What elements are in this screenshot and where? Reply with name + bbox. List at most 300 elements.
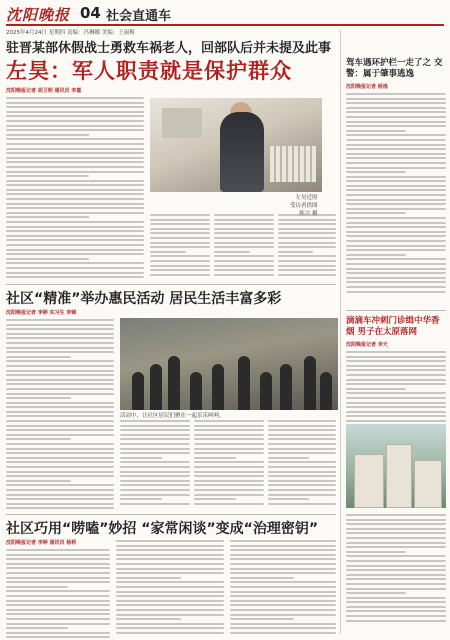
right-story2-photo-building (346, 424, 446, 508)
body-text-line (346, 574, 446, 576)
body-text-line (6, 125, 144, 127)
body-text-line (346, 514, 446, 516)
body-text-line (346, 134, 446, 136)
body-text-line (230, 540, 336, 542)
body-text-line (214, 260, 274, 262)
body-text-line (6, 549, 110, 551)
body-text-line (268, 484, 336, 486)
body-text-line (278, 265, 336, 267)
body-text-line (346, 588, 446, 590)
body-text-line (230, 572, 336, 574)
body-text-line (230, 623, 336, 625)
body-text-line (6, 356, 71, 358)
body-text-line (150, 214, 210, 216)
body-text-line (150, 269, 210, 271)
body-text-line (346, 374, 446, 376)
body-text-line (150, 251, 186, 253)
body-text-line (346, 171, 406, 173)
body-text-line (6, 328, 114, 330)
photo-person (260, 372, 272, 410)
body-text-line (346, 365, 446, 367)
body-text-line (6, 157, 144, 159)
body-text-line (230, 586, 336, 588)
body-text-line (6, 503, 114, 505)
photo-person (190, 372, 202, 410)
body-text-line (230, 604, 336, 606)
body-text-line (214, 237, 274, 239)
body-text-line (214, 255, 274, 257)
body-text-line (278, 237, 336, 239)
body-text-line (268, 429, 336, 431)
body-text-line (230, 614, 336, 616)
body-text-line (346, 597, 446, 599)
body-text-line (116, 595, 224, 597)
body-text-line (120, 484, 190, 486)
body-text-line (6, 276, 144, 278)
body-text-line (116, 591, 224, 593)
body-text-line (346, 217, 446, 219)
lead-subheadline: 驻晋某部休假战士勇救车祸老人，回部队后并未提及此事 (6, 41, 332, 56)
body-text-line (268, 466, 336, 468)
body-text-line (194, 434, 264, 436)
right-story2-body-cont (346, 514, 446, 624)
body-text-line (346, 185, 446, 187)
body-text-line (6, 272, 144, 274)
story3-body-column-3 (230, 540, 336, 636)
body-text-line (120, 498, 162, 500)
body-text-line (346, 523, 446, 525)
body-text-line (6, 632, 110, 634)
body-text-line (116, 540, 224, 542)
body-text-line (346, 194, 446, 196)
body-text-line (230, 554, 336, 556)
body-text-line (346, 356, 446, 358)
body-text-line (6, 590, 110, 592)
body-text-line (116, 545, 224, 547)
body-text-line (6, 383, 114, 385)
body-text-line (116, 604, 224, 606)
photo-building (386, 444, 412, 508)
body-text-line (150, 255, 210, 257)
right-story1-byline: 沈阳晚报记者 杨逸 (346, 84, 388, 90)
body-text-line (278, 260, 336, 262)
body-text-line (346, 254, 406, 256)
body-text-line (120, 425, 190, 427)
body-text-line (268, 420, 336, 422)
body-text-line (194, 475, 264, 477)
body-text-line (6, 434, 114, 436)
body-text-line (6, 221, 144, 223)
body-text-line (150, 223, 210, 225)
body-text-line (6, 212, 144, 214)
body-text-line (346, 176, 446, 178)
body-text-line (230, 577, 294, 579)
body-text-line (194, 420, 264, 422)
body-text-line (346, 528, 446, 530)
body-text-line (150, 246, 210, 248)
dateline: 2025年4月24日 星期四 责编：冯琳娜 美编：王丽梅 (6, 30, 135, 36)
body-text-line (278, 232, 336, 234)
body-text-line (346, 268, 446, 270)
body-text-line (120, 489, 190, 491)
body-text-line (268, 452, 336, 454)
body-text-line (346, 542, 446, 544)
photo-person (304, 356, 316, 410)
body-text-line (346, 93, 446, 95)
body-text-line (346, 369, 446, 371)
body-text-line (278, 274, 336, 276)
body-text-line (346, 153, 446, 155)
body-text-line (116, 572, 224, 574)
body-text-line (116, 558, 224, 560)
lead-body-column-1 (6, 88, 144, 281)
body-text-line (278, 228, 336, 230)
body-text-line (6, 388, 114, 390)
body-text-line (6, 627, 68, 629)
story2-photo-caption: 活动中，让社区居民们聚在一起乐乐呵呵。 (120, 413, 225, 419)
body-text-line (116, 609, 224, 611)
lead-headline: 左昊：军人职责就是保护群众 (6, 59, 292, 83)
body-text-line (6, 494, 114, 496)
right-story1-headline: 驾车遇环护栏一走了之 交警：属于肇事逃逸 (346, 58, 443, 79)
body-text-line (6, 374, 114, 376)
body-text-line (6, 342, 114, 344)
body-text-line (230, 563, 336, 565)
body-text-line (6, 613, 110, 615)
body-text-line (346, 125, 446, 127)
body-text-line (346, 208, 446, 210)
photo-person (150, 364, 162, 410)
body-text-line (6, 397, 71, 399)
body-text-line (6, 489, 114, 491)
body-text-line (6, 175, 89, 177)
body-text-line (6, 379, 114, 381)
body-text-line (6, 577, 110, 579)
masthead (6, 4, 444, 26)
body-text-line (230, 549, 336, 551)
body-text-line (230, 627, 336, 629)
body-text-line (120, 471, 190, 473)
body-text-line (268, 425, 336, 427)
body-text-line (268, 443, 336, 445)
right-story2-byline: 沈阳晚报记者 李天 (346, 342, 388, 348)
body-text-line (230, 595, 336, 597)
right-story1-body (346, 84, 446, 295)
body-text-line (120, 461, 190, 463)
body-text-line (116, 554, 224, 556)
body-text-line (346, 291, 446, 293)
right-story2-headline: 滴滴车冲刺门诊缉中华香烟 男子在太原落网 (346, 316, 440, 337)
column-rule (340, 30, 341, 634)
body-text-line (6, 161, 144, 163)
body-text-line (6, 189, 144, 191)
body-text-line (346, 415, 446, 417)
body-text-line (346, 111, 446, 113)
body-text-line (346, 212, 406, 214)
body-text-line (346, 222, 446, 224)
body-text-line (6, 484, 114, 486)
photo-person (168, 356, 180, 410)
body-text-line (6, 438, 71, 440)
body-text-line (346, 537, 446, 539)
body-text-line (278, 251, 313, 253)
body-text-line (116, 577, 181, 579)
body-text-line (120, 448, 190, 450)
body-text-line (6, 420, 114, 422)
newspaper-logo: 沈阳晚报 (6, 6, 71, 24)
body-text-line (6, 429, 114, 431)
body-text-line (346, 272, 446, 274)
story2-body-column-1 (6, 310, 114, 512)
body-text-line (346, 555, 446, 557)
body-text-line (116, 568, 224, 570)
body-text-line (346, 360, 446, 362)
body-text-line (230, 558, 336, 560)
body-text-line (6, 600, 110, 602)
body-text-line (6, 171, 144, 173)
body-text-line (6, 226, 144, 228)
lead-photo-soldier (150, 98, 322, 192)
lead-body-column-2 (150, 214, 210, 278)
body-text-line (6, 102, 144, 104)
body-text-line (6, 111, 144, 113)
lead-byline: 沈阳晚报记者 胡卫明 通讯员 李嘉 (6, 88, 82, 94)
body-text-line (194, 429, 264, 431)
body-text-line (116, 581, 224, 583)
body-text-line (6, 184, 144, 186)
body-text-line (194, 443, 264, 445)
body-text-line (116, 623, 224, 625)
body-text-line (6, 267, 144, 269)
story3-byline: 沈阳晚报记者 李婷 通讯员 杨莉 (6, 540, 77, 546)
body-text-line (120, 429, 190, 431)
body-text-line (346, 231, 446, 233)
story3-headline: 社区巧用“唠嗑”妙招 “家常闲谈”变成“治理密钥” (6, 521, 319, 537)
body-text-line (346, 199, 446, 201)
body-text-line (268, 489, 336, 491)
body-text-line (268, 494, 336, 496)
body-text-line (346, 245, 446, 247)
body-text-line (346, 610, 446, 612)
body-text-line (6, 134, 89, 136)
photo-building (414, 460, 442, 508)
body-text-line (6, 595, 110, 597)
body-text-line (6, 258, 89, 260)
body-text-line (194, 498, 236, 500)
body-text-line (150, 228, 210, 230)
body-text-line (346, 379, 446, 381)
body-text-line (346, 281, 446, 283)
body-text-line (346, 351, 446, 353)
body-text-line (346, 240, 446, 242)
body-text-line (150, 219, 210, 221)
body-text-line (6, 129, 144, 131)
body-text-line (346, 180, 446, 182)
body-text-line (346, 162, 446, 164)
body-text-line (346, 263, 446, 265)
body-text-line (230, 545, 336, 547)
photo-person (212, 364, 224, 410)
body-text-line (346, 277, 446, 279)
body-text-line (230, 581, 336, 583)
body-text-line (214, 251, 250, 253)
body-text-line (116, 632, 224, 634)
body-text-line (6, 337, 114, 339)
body-text-line (346, 592, 406, 594)
body-text-line (6, 452, 114, 454)
body-text-line (214, 246, 274, 248)
body-text-line (150, 265, 210, 267)
body-text-line (6, 216, 89, 218)
body-text-line (194, 438, 264, 440)
body-text-line (120, 434, 190, 436)
body-text-line (6, 586, 68, 588)
body-text-line (6, 106, 144, 108)
story3-body-column-2 (116, 540, 224, 636)
body-text-line (150, 237, 210, 239)
body-text-line (120, 443, 190, 445)
body-text-line (6, 480, 71, 482)
divider (6, 514, 336, 515)
body-text-line (346, 203, 446, 205)
body-text-line (268, 434, 336, 436)
body-text-line (6, 618, 110, 620)
body-text-line (194, 471, 264, 473)
section-title: 社会直通车 (106, 9, 172, 24)
body-text-line (214, 265, 274, 267)
body-text-line (194, 461, 264, 463)
body-text-line (6, 567, 110, 569)
body-text-line (346, 148, 446, 150)
body-text-line (150, 242, 210, 244)
story2-body-column-4 (268, 420, 336, 507)
body-text-line (346, 420, 446, 422)
body-text-line (278, 219, 336, 221)
body-text-line (6, 581, 110, 583)
body-text-line (230, 618, 294, 620)
body-text-line (116, 618, 181, 620)
body-text-line (116, 627, 224, 629)
body-text-line (346, 107, 446, 109)
caption-line: 受访者供图 (290, 203, 318, 209)
body-text-line (346, 606, 446, 608)
body-text-line (120, 457, 162, 459)
body-text-line (6, 554, 110, 556)
story3-body-column-1 (6, 540, 110, 640)
body-text-line (278, 269, 336, 271)
body-text-line (6, 235, 144, 237)
body-text-line (278, 246, 336, 248)
body-text-line (116, 586, 224, 588)
body-text-line (268, 471, 336, 473)
body-text-line (346, 392, 446, 394)
body-text-line (194, 484, 264, 486)
right-story2-body (346, 342, 446, 425)
body-text-line (6, 636, 110, 638)
body-text-line (346, 546, 446, 548)
body-text-line (6, 198, 144, 200)
story2-photo-community-event (120, 318, 338, 410)
body-text-line (346, 383, 446, 385)
body-text-line (346, 235, 446, 237)
body-text-line (120, 438, 190, 440)
body-text-line (194, 503, 264, 505)
body-text-line (150, 274, 210, 276)
body-text-line (6, 466, 114, 468)
body-text-line (278, 242, 336, 244)
body-text-line (6, 365, 114, 367)
body-text-line (6, 351, 114, 353)
body-text-line (6, 207, 144, 209)
body-text-line (6, 604, 110, 606)
body-text-line (6, 152, 144, 154)
body-text-line (6, 498, 114, 500)
body-text-line (346, 519, 446, 521)
body-text-line (346, 189, 446, 191)
body-text-line (150, 232, 210, 234)
body-text-line (6, 97, 144, 99)
body-text-line (6, 347, 114, 349)
body-text-line (120, 452, 190, 454)
body-text-line (346, 578, 446, 580)
body-text-line (346, 551, 406, 553)
body-text-line (346, 583, 446, 585)
body-text-line (6, 558, 110, 560)
story2-body-column-3 (194, 420, 264, 507)
story2-byline: 沈阳晚报记者 李婷 实习生 李锦 (6, 310, 77, 316)
body-text-line (6, 457, 114, 459)
caption-line: 左昊近照 (295, 195, 318, 201)
story2-body-column-2 (120, 420, 190, 507)
body-text-line (6, 244, 144, 246)
body-text-line (6, 563, 110, 565)
body-text-line (6, 148, 144, 150)
body-text-line (6, 333, 114, 335)
body-text-line (214, 223, 274, 225)
body-text-line (346, 144, 446, 146)
body-text-line (214, 219, 274, 221)
body-text-line (346, 402, 446, 404)
body-text-line (346, 565, 446, 567)
body-text-line (120, 480, 190, 482)
lead-body-column-4 (278, 214, 336, 278)
body-text-line (194, 466, 264, 468)
body-text-line (214, 214, 274, 216)
body-text-line (116, 614, 224, 616)
body-text-line (194, 494, 264, 496)
body-text-line (116, 563, 224, 565)
divider (346, 310, 446, 311)
body-text-line (346, 406, 446, 408)
body-text-line (6, 402, 114, 404)
body-text-line (150, 260, 210, 262)
body-text-line (194, 448, 264, 450)
body-text-line (6, 471, 114, 473)
divider (6, 284, 336, 285)
body-text-line (346, 388, 406, 390)
body-text-line (346, 98, 446, 100)
body-text-line (346, 116, 446, 118)
body-text-line (6, 623, 110, 625)
body-text-line (116, 549, 224, 551)
body-text-line (214, 242, 274, 244)
photo-person (132, 372, 144, 410)
body-text-line (278, 214, 336, 216)
body-text-line (346, 411, 446, 413)
body-text-line (268, 475, 336, 477)
body-text-line (194, 480, 264, 482)
body-text-line (6, 572, 110, 574)
